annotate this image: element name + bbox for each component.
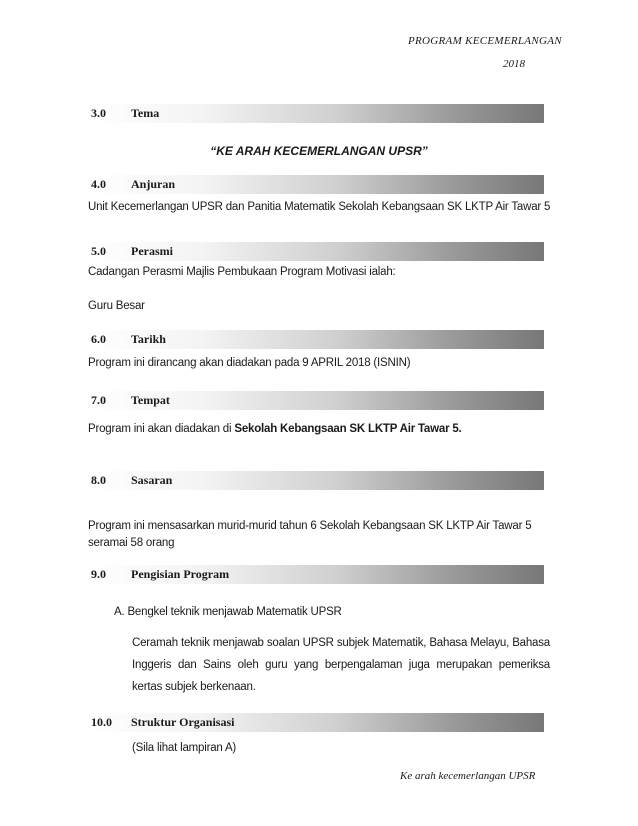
anjuran-text: Unit Kecemerlangan UPSR dan Panitia Matematik Sekolah Kebangsaan SK LKTP Air Tawar 5 [88, 201, 551, 213]
tema-text: “KE ARAH KECEMERLANGAN UPSR” [210, 144, 428, 158]
section-number: 3.0 [91, 106, 106, 120]
section-number: 4.0 [91, 177, 106, 191]
section-heading-tarikh [86, 330, 544, 349]
section-heading-struktur [86, 713, 544, 732]
section-number: 8.0 [91, 473, 106, 487]
tempat-text [88, 423, 462, 435]
pengisian-item-a: A. Bengkel teknik menjawab Matematik UPSR [114, 606, 342, 618]
tarikh-text: Program ini dirancang akan diadakan pada 9 APRIL 2018 (ISNIN) [88, 357, 411, 369]
pengisian-item-desc: Ceramah teknik menjawab soalan UPSR subjek Matematik, Bahasa Melayu, Bahasa Inggeris dan Sains oleh guru yang berpengalaman juga merupakan pemeriksa kertas subjek berkenaan. [132, 637, 550, 693]
section-number: 5.0 [91, 244, 106, 258]
perasmi-guru-besar: Guru Besar [88, 300, 145, 312]
section-title: Perasmi [131, 244, 173, 258]
section-number: 6.0 [91, 332, 106, 346]
section-heading-anjuran [86, 175, 544, 194]
section-heading-tema [86, 104, 544, 123]
header-title: PROGRAM KECEMERLANGAN [408, 35, 562, 47]
struktur-text: (Sila lihat lampiran A) [132, 742, 237, 754]
section-title: Anjuran [131, 177, 176, 191]
section-title: Sasaran [131, 473, 173, 487]
section-heading-tempat [86, 391, 544, 410]
tempat-venue: Sekolah Kebangsaan SK LKTP Air Tawar 5. [234, 423, 462, 435]
section-title: Pengisian Program [131, 567, 230, 581]
section-number: 10.0 [91, 715, 112, 729]
header-year: 2018 [503, 58, 525, 70]
section-number: 9.0 [91, 567, 106, 581]
section-title: Tempat [131, 393, 170, 407]
section-heading-perasmi [86, 242, 544, 261]
section-title: Tema [131, 106, 160, 120]
section-title: Tarikh [131, 332, 166, 346]
footer-text: Ke arah kecemerlangan UPSR [400, 770, 536, 782]
tempat-prefix: Program ini akan diadakan di [88, 423, 235, 435]
section-title: Struktur Organisasi [131, 715, 235, 729]
section-number: 7.0 [91, 393, 106, 407]
perasmi-text: Cadangan Perasmi Majlis Pembukaan Program Motivasi ialah: [88, 266, 396, 278]
section-heading-pengisian [86, 565, 544, 584]
sasaran-text: Program ini mensasarkan murid-murid tahun 6 Sekolah Kebangsaan SK LKTP Air Tawar 5 seramai 58 orang [88, 520, 532, 549]
section-heading-sasaran [86, 471, 544, 490]
